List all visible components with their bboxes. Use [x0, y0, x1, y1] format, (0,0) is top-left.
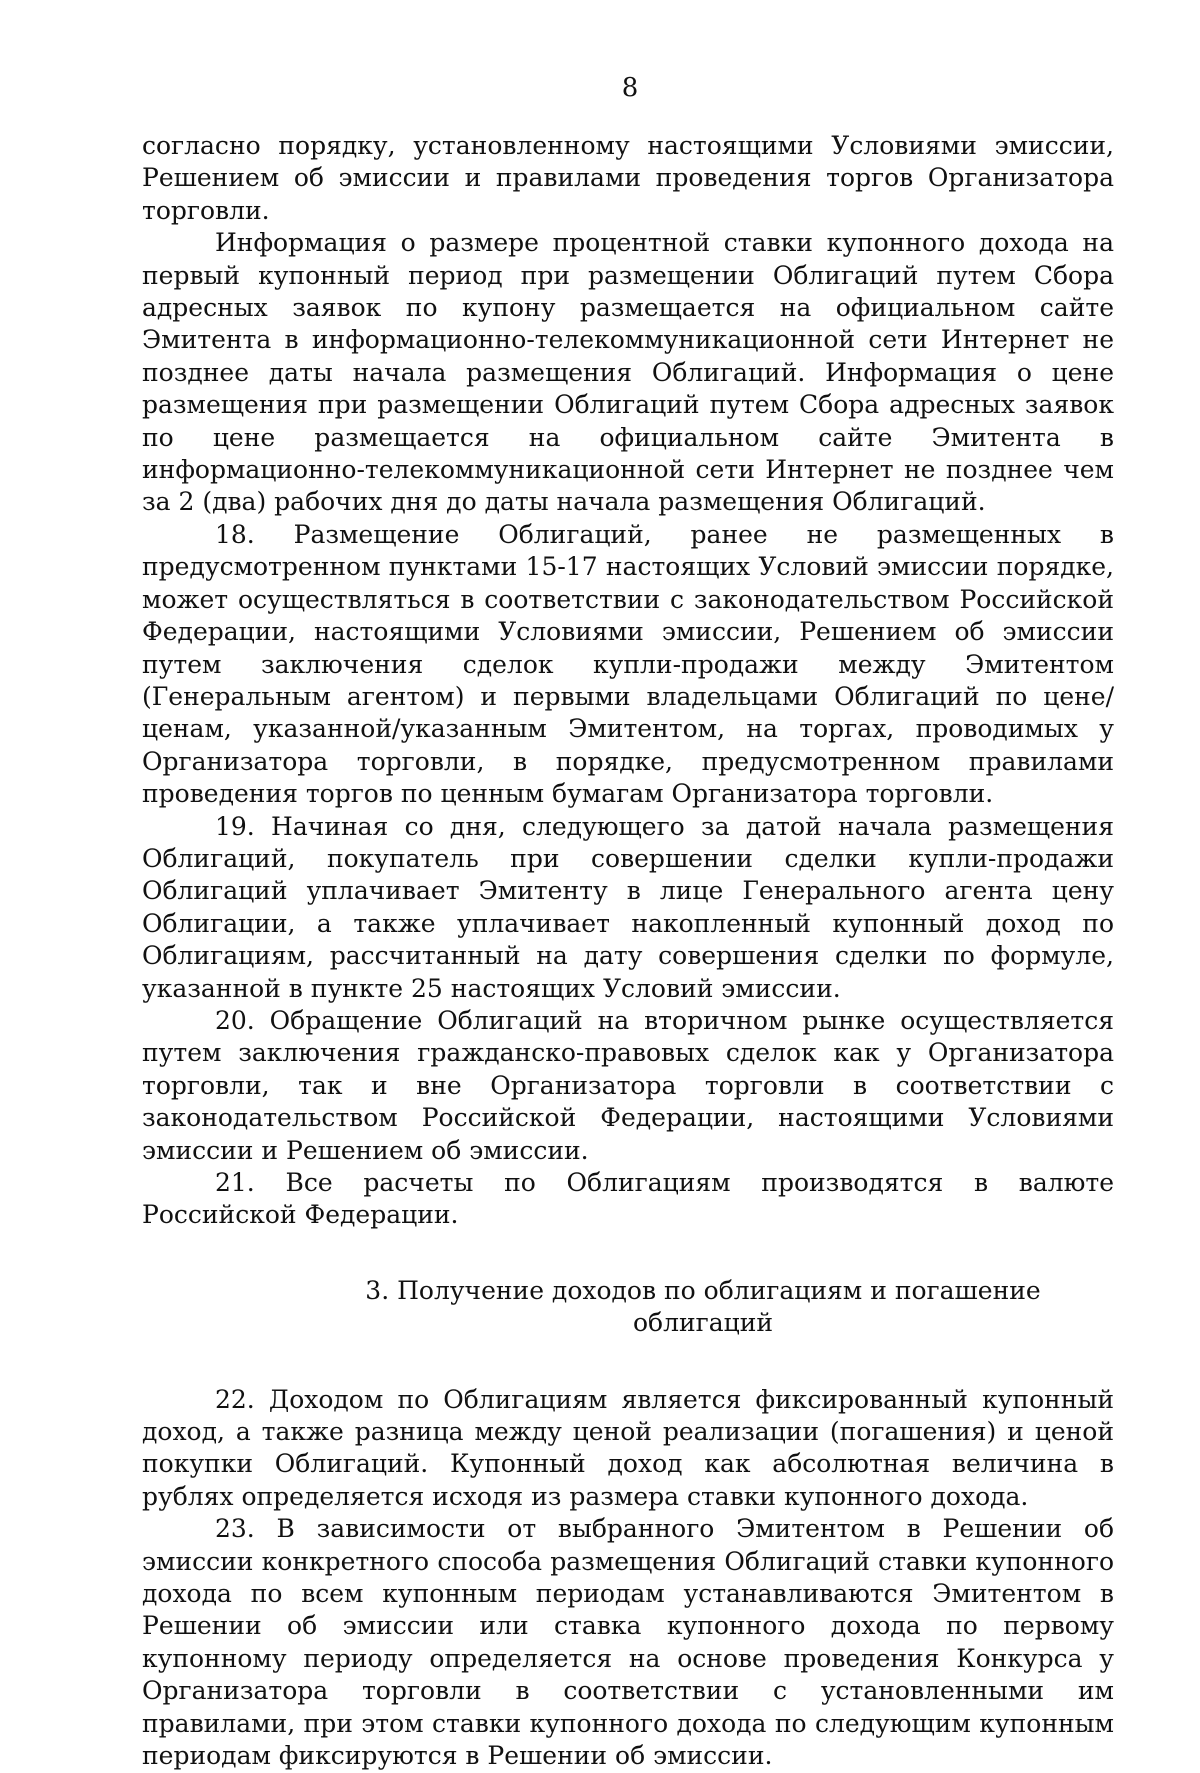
paragraph-21: 21. Все расчеты по Облигациям производятся в валюте Российской Федерации. — [142, 1168, 1114, 1230]
section-heading-3: 3. Получение доходов по облигациям и погашение облигаций — [365, 1275, 1041, 1338]
paragraph-18: 18. Размещение Облигаций, ранее не размещенных в предусмотренном пунктами 15-17 настоящих Условий эмиссии порядке, может осуществляться в соответствии с законодательством Российской Федерации, настоящими Условиями эмиссии, Решением об эмиссии путем заключения сделок купли-продажи между Эмитентом (Генеральным агентом) и первыми владельцами Облигаций по цене/ценам, указанной/указанным Эмитентом, на торгах, проводимых у Организатора торговли, в порядке, предусмотренном правилами проведения торгов по ценным бумагам Организатора торговли. — [142, 519, 1114, 809]
paragraph-23: 23. В зависимости от выбранного Эмитентом в Решении об эмиссии конкретного способа размещения Облигаций ставки купонного дохода по всем купонным периодам устанавливаются Эмитентом в Решении об эмиссии или ставка купонного дохода по первому купонному периоду определяется на основе проведения Конкурса у Организатора торговли в соответствии с установленными им правилами, при этом ставки купонного дохода по следующим купонным периодам фиксируются в Решении об эмиссии. — [142, 1514, 1114, 1771]
paragraph-22: 22. Доходом по Облигациям является фиксированный купонный доход, а также разница между ценой реализации (погашения) и ценой покупки Облигаций. Купонный доход как абсолютная величина в рублях определяется исходя из размера ставки купонного дохода. — [142, 1384, 1114, 1511]
paragraph-coupon-rate-info: Информация о размере процентной ставки купонного дохода на первый купонный период при размещении Облигаций путем Сбора адресных заявок по купону размещается на официальном сайте Эмитента в информационно-телекоммуникационной сети Интернет не позднее даты начала размещения Облигаций. Информация о цене размещения при размещении Облигаций путем Сбора адресных заявок по цене размещается на официальном сайте Эмитента в информационно-телекоммуникационной сети Интернет не позднее чем за 2 (два) рабочих дня до даты начала размещения Облигаций. — [142, 228, 1114, 517]
document-body — [142, 130, 1114, 1773]
paragraph-19: 19. Начиная со дня, следующего за датой начала размещения Облигаций, покупатель при совершении сделки купли-продажи Облигаций уплачивает Эмитенту в лице Генерального агента цену Облигации, а также уплачивает накопленный купонный доход по Облигациям, рассчитанный на дату совершения сделки по формуле, указанной в пункте 25 настоящих Условий эмиссии. — [142, 811, 1114, 1003]
page-number: 8 — [621, 73, 639, 103]
paragraph-20: 20. Обращение Облигаций на вторичном рынке осуществляется путем заключения гражданско-правовых сделок как у Организатора торговли, так и вне Организатора торговли в соответствии с законодательством Российской Федерации, настоящими Условиями эмиссии и Решением об эмиссии. — [142, 1005, 1114, 1165]
paragraph-continuation: согласно порядку, установленному настоящими Условиями эмиссии, Решением об эмиссии и правилами проведения торгов Организатора торговли. — [142, 131, 1114, 225]
